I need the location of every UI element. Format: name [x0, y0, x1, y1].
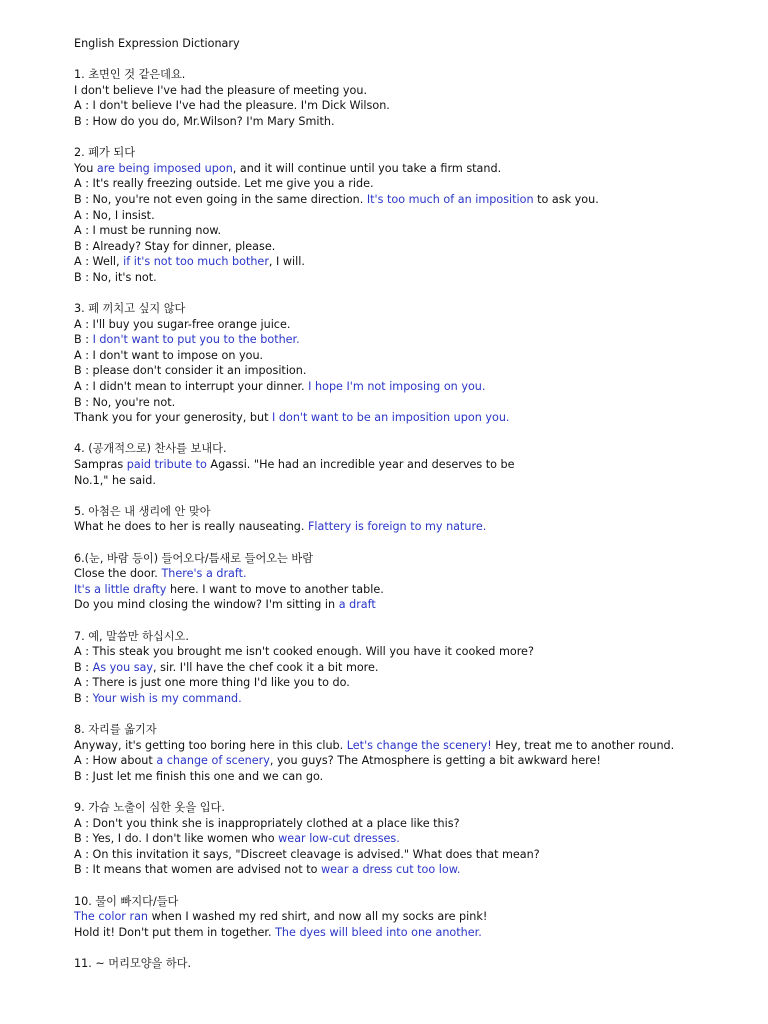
document-title: English Expression Dictionary — [74, 37, 240, 50]
highlighted-expression: a draft — [338, 598, 376, 612]
entry-3 — [74, 301, 748, 426]
text-segment: Close the door. — [74, 567, 162, 581]
entry-line — [74, 208, 748, 224]
text-segment: 1. 초면인 것 같은데요. — [74, 68, 186, 82]
text-segment: A : How about — [74, 754, 157, 768]
entry-line — [74, 176, 748, 192]
entry-line — [74, 566, 748, 582]
entry-line — [74, 909, 748, 925]
text-segment: Sampras — [74, 458, 127, 472]
entry-1 — [74, 67, 748, 129]
entry-line — [74, 161, 748, 177]
entry-line — [74, 925, 748, 941]
text-segment: You — [74, 161, 97, 175]
entry-line — [74, 753, 748, 769]
text-segment: I don't believe I've had the pleasure of meeting you. — [74, 83, 368, 97]
text-segment: B : How do you do, Mr.Wilson? I'm Mary Smith. — [74, 114, 335, 128]
entry-11 — [74, 956, 748, 972]
highlighted-expression: The color ran — [74, 910, 149, 924]
entry-line — [74, 379, 748, 395]
highlighted-expression: a change of scenery — [156, 754, 270, 768]
entry-line — [74, 254, 748, 270]
entry-line — [74, 660, 748, 676]
text-segment: 2. 폐가 되다 — [74, 146, 136, 160]
text-segment: to ask you. — [533, 192, 599, 206]
entry-line — [74, 519, 748, 535]
entry-heading — [74, 722, 748, 738]
entry-heading — [74, 441, 748, 457]
text-segment: 8. 자리를 옮기자 — [74, 723, 157, 737]
entry-heading — [74, 504, 748, 520]
text-segment: B : No, you're not even going in the same direction. — [74, 192, 367, 206]
entry-line — [74, 644, 748, 660]
entry-line — [74, 738, 748, 754]
text-segment: 10. 물이 빠지다/들다 — [74, 894, 179, 908]
highlighted-expression: I don't want to be an imposition upon you. — [272, 411, 510, 425]
entry-heading — [74, 894, 748, 910]
text-segment: 6.(눈, 바람 등이) 들어오다/틈새로 들어오는 바람 — [74, 551, 314, 565]
text-segment: B : — [74, 660, 93, 674]
entry-line — [74, 473, 748, 489]
entry-line — [74, 317, 748, 333]
highlighted-expression: Flattery is foreign to my nature. — [308, 520, 487, 534]
text-segment: B : — [74, 333, 93, 347]
text-segment: B : please don't consider it an imposition. — [74, 364, 307, 378]
text-segment: , you guys? The Atmosphere is getting a bit awkward here! — [269, 754, 601, 768]
entry-line — [74, 114, 748, 130]
entry-4 — [74, 441, 748, 488]
text-segment: 7. 예, 말씀만 하십시오. — [74, 629, 189, 643]
entry-2 — [74, 145, 748, 285]
text-segment: B : Yes, I do. I don't like women who — [74, 832, 279, 846]
entry-line — [74, 831, 748, 847]
highlighted-expression: wear low-cut dresses. — [278, 832, 400, 846]
text-segment: , I will. — [268, 255, 305, 269]
entry-line — [74, 410, 748, 426]
entry-line — [74, 457, 748, 473]
entry-line — [74, 239, 748, 255]
entry-10 — [74, 894, 748, 941]
highlighted-expression: It's too much of an imposition — [366, 192, 534, 206]
entry-line — [74, 348, 748, 364]
text-segment: B : No, it's not. — [74, 270, 157, 284]
text-segment: A : There is just one more thing I'd like you to do. — [74, 676, 350, 690]
entry-line — [74, 597, 748, 613]
entry-line — [74, 98, 748, 114]
text-segment: A : It's really freezing outside. Let me give you a ride. — [74, 177, 374, 191]
highlighted-expression: The dyes will bleed into one another. — [275, 925, 482, 939]
text-segment: A : Don't you think she is inappropriately clothed at a place like this? — [74, 816, 460, 830]
entry-8 — [74, 722, 748, 784]
entry-line — [74, 363, 748, 379]
entry-heading — [74, 629, 748, 645]
entries-list — [74, 67, 748, 971]
entry-line — [74, 332, 748, 348]
text-segment: B : It means that women are advised not to — [74, 863, 321, 877]
text-segment: , and it will continue until you take a firm stand. — [232, 161, 502, 175]
text-segment: A : No, I insist. — [74, 208, 155, 222]
entry-6 — [74, 551, 748, 613]
entry-9 — [74, 800, 748, 878]
entry-line — [74, 769, 748, 785]
text-segment: A : I don't believe I've had the pleasure. I'm Dick Wilson. — [74, 99, 390, 113]
entry-heading — [74, 800, 748, 816]
entry-line — [74, 83, 748, 99]
entry-heading — [74, 551, 748, 567]
text-segment: A : I didn't mean to interrupt your dinner. — [74, 380, 309, 394]
text-segment: 9. 가슴 노출이 심한 옷을 입다. — [74, 801, 225, 815]
entry-line — [74, 192, 748, 208]
highlighted-expression: are being imposed upon — [96, 161, 233, 175]
text-segment: 11. ~ 머리모양을 하다. — [74, 957, 192, 971]
text-segment: Anyway, it's getting too boring here in this club. — [74, 738, 347, 752]
highlighted-expression: Your wish is my command. — [92, 691, 242, 705]
highlighted-expression: There's a draft. — [161, 567, 247, 581]
entry-heading — [74, 301, 748, 317]
highlighted-expression: As you say — [92, 660, 154, 674]
entry-heading — [74, 67, 748, 83]
entry-5 — [74, 504, 748, 535]
highlighted-expression: I hope I'm not imposing on you. — [308, 380, 486, 394]
text-segment: A : On this invitation it says, "Discreet cleavage is advised." What does that mean? — [74, 847, 540, 861]
entry-line — [74, 270, 748, 286]
entry-line — [74, 816, 748, 832]
text-segment: 5. 아첨은 내 생리에 안 맞아 — [74, 504, 211, 518]
highlighted-expression: I don't want to put you to the bother. — [92, 333, 300, 347]
text-segment: A : I'll buy you sugar-free orange juice. — [74, 317, 291, 331]
text-segment: A : This steak you brought me isn't cooked enough. Will you have it cooked more? — [74, 645, 534, 659]
entry-line — [74, 691, 748, 707]
text-segment: A : I don't want to impose on you. — [74, 348, 264, 362]
text-segment: Do you mind closing the window? I'm sitting in — [74, 598, 339, 612]
text-segment: 3. 폐 끼치고 싶지 않다 — [74, 302, 186, 316]
highlighted-expression: if it's not too much bother — [123, 255, 269, 269]
text-segment: No.1," he said. — [74, 473, 156, 487]
text-segment: B : Already? Stay for dinner, please. — [74, 239, 276, 253]
text-segment: A : I must be running now. — [74, 224, 222, 238]
text-segment: here. I want to move to another table. — [166, 582, 384, 596]
text-segment: , sir. I'll have the chef cook it a bit more. — [153, 660, 379, 674]
text-segment: Agassi. "He had an incredible year and deserves to be — [206, 458, 515, 472]
entry-heading — [74, 956, 748, 972]
text-segment: B : No, you're not. — [74, 395, 176, 409]
highlighted-expression: Let's change the scenery! — [346, 738, 492, 752]
highlighted-expression: It's a little drafty — [74, 582, 167, 596]
entry-line — [74, 847, 748, 863]
text-segment: What he does to her is really nauseating. — [74, 520, 308, 534]
entry-line — [74, 675, 748, 691]
text-segment: 4. (공개적으로) 찬사를 보내다. — [74, 442, 227, 456]
highlighted-expression: paid tribute to — [126, 458, 207, 472]
text-segment: when I washed my red shirt, and now all my socks are pink! — [148, 910, 488, 924]
entry-line — [74, 395, 748, 411]
entry-line — [74, 582, 748, 598]
text-segment: B : — [74, 691, 93, 705]
text-segment: A : Well, — [74, 255, 124, 269]
entry-line — [74, 862, 748, 878]
text-segment: Hey, treat me to another round. — [491, 738, 675, 752]
entry-heading — [74, 145, 748, 161]
text-segment: Thank you for your generosity, but — [74, 411, 273, 425]
text-segment: Hold it! Don't put them in together. — [74, 925, 276, 939]
entry-7 — [74, 629, 748, 707]
entry-line — [74, 223, 748, 239]
text-segment: B : Just let me finish this one and we can go. — [74, 769, 324, 783]
highlighted-expression: wear a dress cut too low. — [320, 863, 461, 877]
